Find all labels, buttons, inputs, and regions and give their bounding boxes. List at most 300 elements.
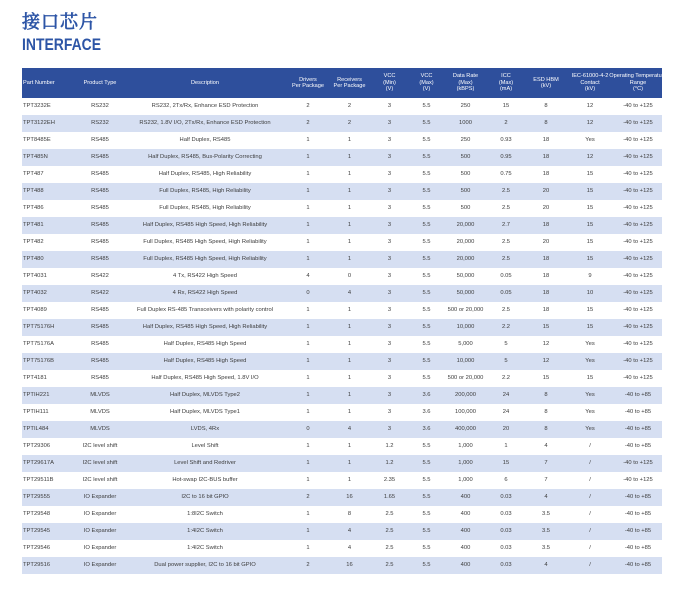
cell-vcc-min: 3 [371, 353, 408, 370]
table-row [22, 489, 662, 506]
cell-icc: 5 [504, 341, 508, 347]
table-row [22, 370, 662, 387]
cell-esd-hbm: 18 [542, 171, 550, 177]
cell-description: LVDS, 4Rx [122, 421, 288, 438]
cell-product-type: RS485 [78, 183, 122, 200]
cell-product-type: RS485 [91, 137, 109, 143]
cell-icc: 2.5 [501, 307, 511, 313]
cell-part-number: TPT8485E [23, 137, 51, 143]
table-row [22, 557, 662, 574]
cell-data-rate: 500 or 20,000 [447, 307, 484, 313]
cell-temp-range: -40 to +125 [623, 205, 653, 211]
cell-icc: 0.05 [500, 273, 512, 279]
cell-product-type: MLVDS [78, 421, 122, 438]
cell-icc: 2.2 [501, 375, 511, 381]
cell-part-number: TPT486 [23, 205, 44, 211]
cell-data-rate: 500 or 20,000 [447, 375, 484, 381]
cell-receivers: 1 [347, 375, 352, 381]
cell-drivers: 1 [288, 387, 328, 404]
table-row [22, 285, 662, 302]
cell-vcc-min: 1.2 [385, 443, 394, 449]
cell-description: Level Shift [191, 443, 219, 449]
cell-iec-contact: / [566, 489, 614, 506]
cell-iec-contact: 9 [588, 273, 592, 279]
cell-part-number: TPTIL484 [22, 421, 78, 438]
cell-temp-range: -40 to +85 [624, 545, 652, 551]
cell-esd-hbm: 7 [544, 477, 548, 483]
cell-vcc-max: 5.5 [422, 137, 431, 143]
cell-data-rate: 20,000 [445, 251, 486, 268]
cell-receivers: 1 [328, 251, 371, 268]
cell-drivers: 1 [306, 477, 310, 483]
cell-product-type: RS485 [91, 205, 109, 211]
cell-description: 1:8I2C Switch [187, 511, 223, 517]
cell-esd-hbm: 18 [526, 251, 566, 268]
cell-data-rate: 500 [445, 183, 486, 200]
header-temp-range: Operating Temperature Range (°C) [609, 73, 667, 93]
table-row [22, 132, 662, 149]
cell-icc: 2.5 [486, 183, 526, 200]
cell-icc: 0.05 [486, 285, 526, 302]
cell-receivers: 4 [328, 523, 371, 540]
cell-esd-hbm: 18 [542, 307, 550, 313]
cell-vcc-max: 5.5 [422, 511, 431, 517]
cell-part-number: TPT4181 [23, 375, 47, 381]
cell-icc: 20 [486, 421, 526, 438]
table-row [22, 251, 662, 268]
cell-product-type: RS422 [91, 273, 109, 279]
cell-drivers: 1 [306, 171, 310, 177]
cell-part-number: TPT29511B [23, 477, 54, 483]
table-row [22, 438, 662, 455]
cell-receivers: 1 [328, 183, 371, 200]
cell-vcc-max: 5.5 [422, 273, 431, 279]
cell-drivers: 1 [306, 137, 310, 143]
cell-iec-contact: Yes [566, 387, 614, 404]
cell-iec-contact: 15 [566, 183, 614, 200]
cell-drivers: 1 [288, 523, 328, 540]
cell-esd-hbm: 8 [544, 409, 548, 415]
cell-esd-hbm: 8 [544, 103, 548, 109]
cell-product-type: RS232 [78, 115, 122, 132]
cell-product-type: RS485 [91, 239, 109, 245]
cell-icc: 5 [486, 353, 526, 370]
cell-drivers: 1 [288, 149, 328, 166]
cell-temp-range: -40 to +85 [624, 409, 652, 415]
cell-data-rate: 400 [460, 545, 471, 551]
cell-description: Half Duplex, RS485 High Speed [163, 341, 247, 347]
cell-product-type: RS485 [91, 375, 109, 381]
cell-esd-hbm: 18 [526, 285, 566, 302]
table-row [22, 472, 662, 489]
table-row [22, 387, 662, 404]
page-title-chinese: 接口芯片 [22, 12, 98, 32]
cell-drivers: 2 [288, 115, 328, 132]
cell-description: 1:4I2C Switch [187, 545, 223, 551]
cell-product-type: MLVDS [78, 387, 122, 404]
table-row [22, 200, 662, 217]
cell-iec-contact: Yes [566, 421, 614, 438]
cell-vcc-min: 3 [371, 183, 408, 200]
cell-temp-range: -40 to +125 [614, 115, 662, 132]
cell-receivers: 1 [347, 239, 352, 245]
cell-vcc-max: 5.5 [408, 149, 445, 166]
cell-part-number: TPT75176A [23, 341, 54, 347]
cell-part-number: TPT482 [23, 239, 44, 245]
cell-iec-contact: Yes [585, 341, 595, 347]
cell-vcc-max: 3.6 [408, 387, 445, 404]
cell-product-type: RS485 [78, 353, 122, 370]
cell-drivers: 1 [288, 319, 328, 336]
cell-data-rate: 1,000 [458, 443, 473, 449]
table-row [22, 302, 662, 319]
cell-vcc-min: 3 [371, 217, 408, 234]
table-row [22, 506, 662, 523]
cell-receivers: 1 [328, 353, 371, 370]
cell-drivers: 2 [288, 489, 328, 506]
cell-data-rate: 400 [460, 511, 471, 517]
table-row [22, 353, 662, 370]
cell-description: RS232, 2Tx/Rx, Enhance ESD Protection [151, 103, 259, 109]
cell-icc: 2.5 [501, 205, 511, 211]
header-receivers: Receivers Per Package [333, 76, 366, 89]
cell-temp-range: -40 to +125 [623, 375, 653, 381]
cell-temp-range: -40 to +125 [623, 307, 653, 313]
cell-drivers: 2 [306, 103, 310, 109]
cell-data-rate: 20,000 [456, 239, 475, 245]
cell-product-type: MLVDS [90, 409, 110, 415]
cell-data-rate: 250 [460, 137, 471, 143]
cell-esd-hbm: 18 [542, 273, 550, 279]
cell-description: Full Duplex, RS485 High Speed, High Reliability [122, 251, 288, 268]
cell-receivers: 1 [347, 205, 352, 211]
cell-product-type: RS232 [91, 103, 109, 109]
cell-drivers: 1 [288, 217, 328, 234]
cell-product-type: RS485 [78, 251, 122, 268]
cell-drivers: 1 [288, 455, 328, 472]
cell-iec-contact: 15 [586, 239, 594, 245]
cell-description: Half Duplex, RS485 High Speed, High Reliability [122, 217, 288, 234]
cell-drivers: 0 [288, 421, 328, 438]
table-row [22, 268, 662, 285]
cell-iec-contact: 15 [586, 375, 594, 381]
cell-iec-contact: 15 [586, 171, 594, 177]
cell-description: Half Duplex, RS485 [179, 137, 231, 143]
cell-description: I2C to 16 bit GPIO [122, 489, 288, 506]
cell-vcc-min: 3 [387, 307, 392, 313]
cell-part-number: TPTIH221 [22, 387, 78, 404]
cell-part-number: TPT4089 [23, 307, 47, 313]
cell-iec-contact: Yes [585, 137, 595, 143]
cell-vcc-min: 3 [371, 387, 408, 404]
cell-description: Level Shift and Redriver [122, 455, 288, 472]
cell-part-number: TPT3122EH [22, 115, 78, 132]
interface-product-table [22, 68, 667, 574]
cell-esd-hbm: 20 [542, 205, 550, 211]
cell-esd-hbm: 18 [526, 217, 566, 234]
cell-data-rate: 400 [445, 557, 486, 574]
cell-drivers: 1 [288, 251, 328, 268]
cell-iec-contact: 15 [586, 307, 594, 313]
table-row [22, 115, 662, 132]
cell-icc: 0.03 [500, 545, 512, 551]
cell-temp-range: -40 to +125 [614, 183, 662, 200]
cell-part-number: TPT75176H [22, 319, 78, 336]
cell-vcc-max: 3.6 [422, 409, 431, 415]
cell-icc: 2 [486, 115, 526, 132]
cell-part-number: TPT481 [22, 217, 78, 234]
header-cell-part-number [22, 68, 78, 98]
cell-product-type: RS485 [78, 319, 122, 336]
cell-product-type: RS485 [78, 217, 122, 234]
cell-receivers: 4 [347, 545, 352, 551]
cell-vcc-max: 3.6 [408, 421, 445, 438]
cell-part-number: TPTIH111 [23, 409, 49, 415]
cell-data-rate: 100,000 [455, 409, 476, 415]
cell-vcc-max: 5.5 [422, 103, 431, 109]
cell-vcc-max: 5.5 [422, 307, 431, 313]
header-row [22, 68, 662, 98]
header-description: Description [191, 79, 219, 86]
cell-description: Half Duplex, MLVDS Type2 [122, 387, 288, 404]
cell-part-number: TPT29546 [23, 545, 51, 551]
cell-data-rate: 250 [460, 103, 471, 109]
cell-drivers: 1 [306, 341, 310, 347]
table-row [22, 166, 662, 183]
cell-description: Half Duplex, RS485 High Speed [122, 353, 288, 370]
cell-vcc-max: 5.5 [422, 205, 431, 211]
cell-icc: 24 [502, 409, 510, 415]
cell-data-rate: 500 [460, 205, 471, 211]
header-vcc-min: VCC (Min) (V) [383, 73, 396, 93]
cell-temp-range: -40 to +125 [623, 273, 653, 279]
cell-vcc-min: 3 [387, 205, 392, 211]
cell-receivers: 2 [347, 103, 352, 109]
cell-receivers: 1 [328, 149, 371, 166]
header-esd-hbm: ESD HBM (kV) [533, 76, 559, 89]
cell-description: Half Duplex, MLVDS Type1 [169, 409, 241, 415]
cell-esd-hbm: 8 [526, 115, 566, 132]
cell-receivers: 4 [328, 285, 371, 302]
cell-vcc-max: 5.5 [408, 455, 445, 472]
cell-vcc-max: 5.5 [422, 375, 431, 381]
cell-iec-contact: 12 [566, 115, 614, 132]
cell-iec-contact: 12 [566, 149, 614, 166]
cell-drivers: 1 [306, 443, 310, 449]
cell-iec-contact: / [589, 477, 591, 483]
cell-drivers: 1 [306, 375, 310, 381]
cell-temp-range: -40 to +125 [614, 285, 662, 302]
cell-temp-range: -40 to +85 [614, 421, 662, 438]
cell-icc: 24 [486, 387, 526, 404]
cell-temp-range: -40 to +125 [623, 239, 653, 245]
cell-receivers: 1 [347, 341, 352, 347]
cell-part-number: TPT485N [22, 149, 78, 166]
cell-product-type: IO Expander [78, 557, 122, 574]
cell-description: 4 Tx, RS422 High Speed [172, 273, 238, 279]
cell-temp-range: -40 to +125 [614, 319, 662, 336]
cell-esd-hbm: 12 [542, 341, 550, 347]
cell-icc: 0.93 [500, 137, 512, 143]
cell-vcc-min: 3 [387, 137, 392, 143]
cell-temp-range: -40 to +125 [614, 353, 662, 370]
cell-vcc-max: 5.5 [408, 217, 445, 234]
table-row [22, 336, 662, 353]
cell-vcc-min: 3 [371, 115, 408, 132]
cell-esd-hbm: 8 [526, 387, 566, 404]
header-part-number: Part Number [23, 79, 55, 86]
cell-part-number: TPT4031 [23, 273, 47, 279]
cell-icc: 0.03 [486, 489, 526, 506]
cell-esd-hbm: 3.5 [526, 523, 566, 540]
cell-icc: 6 [504, 477, 508, 483]
cell-data-rate: 50,000 [456, 273, 475, 279]
cell-vcc-max: 5.5 [422, 341, 431, 347]
cell-vcc-min: 3 [387, 409, 392, 415]
cell-description: 1:4I2C Switch [122, 523, 288, 540]
cell-iec-contact: 15 [566, 319, 614, 336]
cell-vcc-max: 5.5 [408, 183, 445, 200]
table-row [22, 404, 662, 421]
cell-description: Half Duplex, RS485 High Speed, High Reliability [122, 319, 288, 336]
cell-vcc-max: 5.5 [408, 353, 445, 370]
cell-temp-range: -40 to +125 [623, 103, 653, 109]
cell-description: Dual power supplier, I2C to 16 bit GPIO [122, 557, 288, 574]
cell-description: Hot-swap I2C-BUS buffer [172, 477, 238, 483]
cell-description: Full Duplex, RS485, High Reliability [159, 205, 251, 211]
cell-product-type: IO Expander [83, 511, 117, 517]
cell-description: Full Duplex, RS485, High Reliability [122, 183, 288, 200]
cell-temp-range: -40 to +85 [614, 523, 662, 540]
cell-vcc-min: 3 [371, 319, 408, 336]
header-iec-contact: IEC-61000-4-2 Contact (kV) [571, 73, 609, 93]
cell-temp-range: -40 to +125 [623, 171, 653, 177]
header-vcc-max: VCC (Max) (V) [419, 73, 434, 93]
cell-product-type: RS485 [91, 341, 109, 347]
table-row [22, 98, 662, 115]
cell-esd-hbm: 18 [542, 137, 550, 143]
cell-vcc-min: 2.5 [385, 511, 394, 517]
cell-data-rate: 10,000 [445, 319, 486, 336]
cell-product-type: I2C level shift [78, 455, 122, 472]
cell-vcc-max: 5.5 [422, 171, 431, 177]
table-row [22, 540, 662, 557]
header-cell-product-type [78, 68, 122, 98]
cell-drivers: 0 [288, 285, 328, 302]
cell-data-rate: 400,000 [445, 421, 486, 438]
cell-part-number: TPT29548 [23, 511, 51, 517]
cell-icc: 2.7 [486, 217, 526, 234]
cell-description: 4 Rx, RS422 High Speed [122, 285, 288, 302]
header-icc: ICC (Max) (mA) [498, 73, 514, 93]
cell-temp-range: -40 to +85 [624, 443, 652, 449]
cell-icc: 0.03 [486, 523, 526, 540]
cell-part-number: TPT29545 [22, 523, 78, 540]
cell-vcc-min: 2.5 [371, 557, 408, 574]
cell-drivers: 1 [306, 545, 310, 551]
cell-product-type: IO Expander [78, 523, 122, 540]
cell-part-number: TPT29306 [23, 443, 51, 449]
cell-esd-hbm: 3.5 [541, 511, 551, 517]
table-row [22, 149, 662, 166]
cell-vcc-max: 5.5 [408, 285, 445, 302]
cell-vcc-min: 2.5 [385, 545, 394, 551]
page-title-english: INTERFACE [22, 35, 102, 54]
cell-receivers: 1 [347, 443, 352, 449]
cell-drivers: 2 [288, 557, 328, 574]
table-row [22, 455, 662, 472]
cell-data-rate: 10,000 [445, 353, 486, 370]
cell-description: Half Duplex, RS485 High Speed, 1.8V I/O [151, 375, 259, 381]
cell-iec-contact: / [589, 545, 591, 551]
cell-esd-hbm: 7 [526, 455, 566, 472]
cell-data-rate: 1,000 [458, 477, 473, 483]
cell-drivers: 1 [288, 183, 328, 200]
cell-part-number: TPT487 [23, 171, 44, 177]
cell-temp-range: -40 to +85 [624, 511, 652, 517]
cell-receivers: 1 [328, 217, 371, 234]
table-body [22, 98, 662, 574]
cell-product-type: RS422 [78, 285, 122, 302]
cell-description: RS232, 1.8V I/O, 2Tx/Rx, Enhance ESD Protection [122, 115, 288, 132]
cell-part-number: TPT75176B [22, 353, 78, 370]
cell-esd-hbm: 4 [544, 443, 548, 449]
cell-esd-hbm: 20 [526, 183, 566, 200]
cell-temp-range: -40 to +125 [614, 149, 662, 166]
header-data-rate: Data Rate (Max) (kBPS) [452, 73, 479, 93]
cell-iec-contact: / [566, 455, 614, 472]
cell-vcc-max: 5.5 [408, 523, 445, 540]
cell-esd-hbm: 15 [542, 375, 550, 381]
cell-vcc-min: 3 [387, 171, 392, 177]
table-header [22, 68, 667, 98]
cell-receivers: 16 [328, 489, 371, 506]
cell-temp-range: -40 to +125 [623, 137, 653, 143]
cell-receivers: 2 [328, 115, 371, 132]
cell-esd-hbm: 3.5 [541, 545, 551, 551]
cell-esd-hbm: 20 [542, 239, 550, 245]
cell-iec-contact: Yes [566, 353, 614, 370]
table-row [22, 421, 662, 438]
cell-iec-contact: Yes [585, 409, 595, 415]
cell-data-rate: 5,000 [458, 341, 473, 347]
cell-icc: 0.03 [486, 557, 526, 574]
cell-data-rate: 500 [460, 171, 471, 177]
cell-receivers: 8 [347, 511, 352, 517]
cell-temp-range: -40 to +125 [623, 477, 653, 483]
table-row [22, 319, 662, 336]
cell-icc: 2.2 [486, 319, 526, 336]
header-cell-description [122, 68, 288, 98]
cell-esd-hbm: 15 [526, 319, 566, 336]
cell-part-number: TPT29617A [22, 455, 78, 472]
cell-temp-range: -40 to +85 [614, 489, 662, 506]
cell-icc: 1 [504, 443, 508, 449]
header-cell-iec-contact [566, 68, 614, 98]
cell-data-rate: 400 [445, 523, 486, 540]
cell-iec-contact: / [566, 523, 614, 540]
cell-icc: 0.03 [500, 511, 512, 517]
cell-iec-contact: / [589, 511, 591, 517]
cell-drivers: 1 [306, 511, 310, 517]
cell-iec-contact: 12 [586, 103, 594, 109]
cell-iec-contact: 15 [566, 217, 614, 234]
cell-part-number: TPT3232E [23, 103, 51, 109]
cell-receivers: 1 [328, 455, 371, 472]
cell-vcc-max: 5.5 [408, 115, 445, 132]
cell-icc: 2.5 [501, 239, 511, 245]
cell-vcc-max: 5.5 [422, 477, 431, 483]
